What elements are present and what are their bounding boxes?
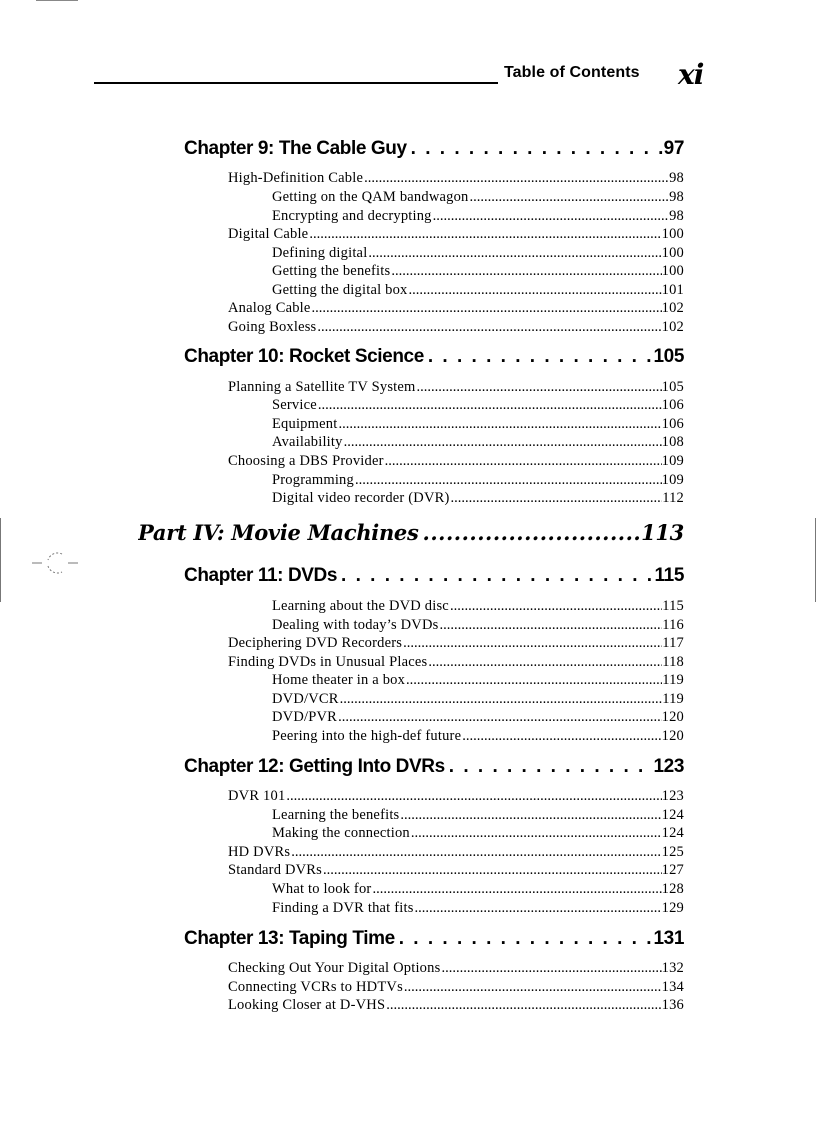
toc-subentry: DVD/PVR ..... 120 <box>272 709 684 726</box>
crop-mark-top <box>36 0 78 1</box>
toc-entry: Standard DVRs ..... 127 <box>228 862 684 879</box>
toc-subentry: Getting the digital box ..... 101 <box>272 282 684 299</box>
toc-entry: Planning a Satellite TV System ..... 105 <box>228 379 684 396</box>
toc-entry: Finding DVDs in Unusual Places ..... 118 <box>228 654 684 671</box>
toc-subentry: Peering into the high-def future ..... 120 <box>272 728 684 745</box>
leader-dots <box>337 565 655 587</box>
running-header-title: Table of Contents <box>504 64 640 81</box>
toc-subentry: Learning the benefits ..... 124 <box>272 807 684 824</box>
leader-dots <box>419 520 642 545</box>
toc-subentry: Service ..... 106 <box>272 397 684 414</box>
leader-dots <box>424 346 654 368</box>
chapter-page: 131 <box>653 928 684 949</box>
chapter-title: Chapter 13: Taping Time <box>184 928 395 949</box>
toc-subentry: Finding a DVR that fits ..... 129 <box>272 900 684 917</box>
toc-entry: Connecting VCRs to HDTVs ..... 134 <box>228 979 684 996</box>
header-rule <box>94 82 498 84</box>
toc-entry: Analog Cable ..... 102 <box>228 300 684 317</box>
toc-subentry: Getting on the QAM bandwagon ..... 98 <box>272 189 684 206</box>
chapter-12-heading <box>184 756 684 778</box>
chapter-title: Chapter 11: DVDs <box>184 565 338 586</box>
chapter-title: Chapter 12: Getting Into DVRs <box>184 756 445 777</box>
toc-entry: Looking Closer at D-VHS ..... 136 <box>228 997 684 1014</box>
toc-subentry: Programming ..... 109 <box>272 472 684 489</box>
chapter-page: 105 <box>653 346 684 367</box>
toc-subentry: Defining digital ..... 100 <box>272 245 684 262</box>
chapter-13-heading <box>184 928 684 950</box>
chapter-10-heading <box>184 346 684 368</box>
part-4-heading <box>138 520 684 545</box>
toc-subentry: Equipment ..... 106 <box>272 416 684 433</box>
toc-entry: HD DVRs ..... 125 <box>228 844 684 861</box>
part-title: Part IV: Movie Machines <box>138 520 419 545</box>
toc-subentry: Digital video recorder (DVR) ..... 112 <box>272 490 684 507</box>
chapter-title: Chapter 9: The Cable Guy <box>184 138 407 159</box>
toc-subentry: Learning about the DVD disc ..... 115 <box>272 598 684 615</box>
chapter-page: 97 <box>663 138 684 159</box>
toc-subentry: Home theater in a box ..... 119 <box>272 672 684 689</box>
toc-entry: High-Definition Cable ..... 98 <box>228 170 684 187</box>
chapter-9-heading <box>184 138 684 160</box>
page-number: xi <box>678 58 704 91</box>
toc-entry: Choosing a DBS Provider ..... 109 <box>228 453 684 470</box>
toc-entry: Going Boxless ..... 102 <box>228 319 684 336</box>
toc-subentry: What to look for ..... 128 <box>272 881 684 898</box>
chapter-page: 123 <box>653 756 684 777</box>
toc-subentry: Dealing with today’s DVDs ..... 116 <box>272 617 684 634</box>
chapter-11-heading <box>184 565 684 587</box>
toc-subentry: Getting the benefits ..... 100 <box>272 263 684 280</box>
toc-subentry: Making the connection ..... 124 <box>272 825 684 842</box>
toc-subentry: DVD/VCR ..... 119 <box>272 691 684 708</box>
registration-mark-icon <box>30 548 80 578</box>
crop-mark-left <box>0 518 1 602</box>
leader-dots <box>445 756 654 778</box>
toc-subentry: Encrypting and decrypting ..... 98 <box>272 208 684 225</box>
toc-subentry: Availability ..... 108 <box>272 434 684 451</box>
chapter-title: Chapter 10: Rocket Science <box>184 346 424 367</box>
leader-dots <box>395 928 654 950</box>
toc-entry: DVR 101 ..... 123 <box>228 788 684 805</box>
leader-dots <box>407 138 664 160</box>
part-page: 113 <box>641 520 684 545</box>
toc-entry: Deciphering DVD Recorders ..... 117 <box>228 635 684 652</box>
toc-entry: Checking Out Your Digital Options ..... 132 <box>228 960 684 977</box>
chapter-page: 115 <box>654 565 684 586</box>
toc-entry: Digital Cable ..... 100 <box>228 226 684 243</box>
